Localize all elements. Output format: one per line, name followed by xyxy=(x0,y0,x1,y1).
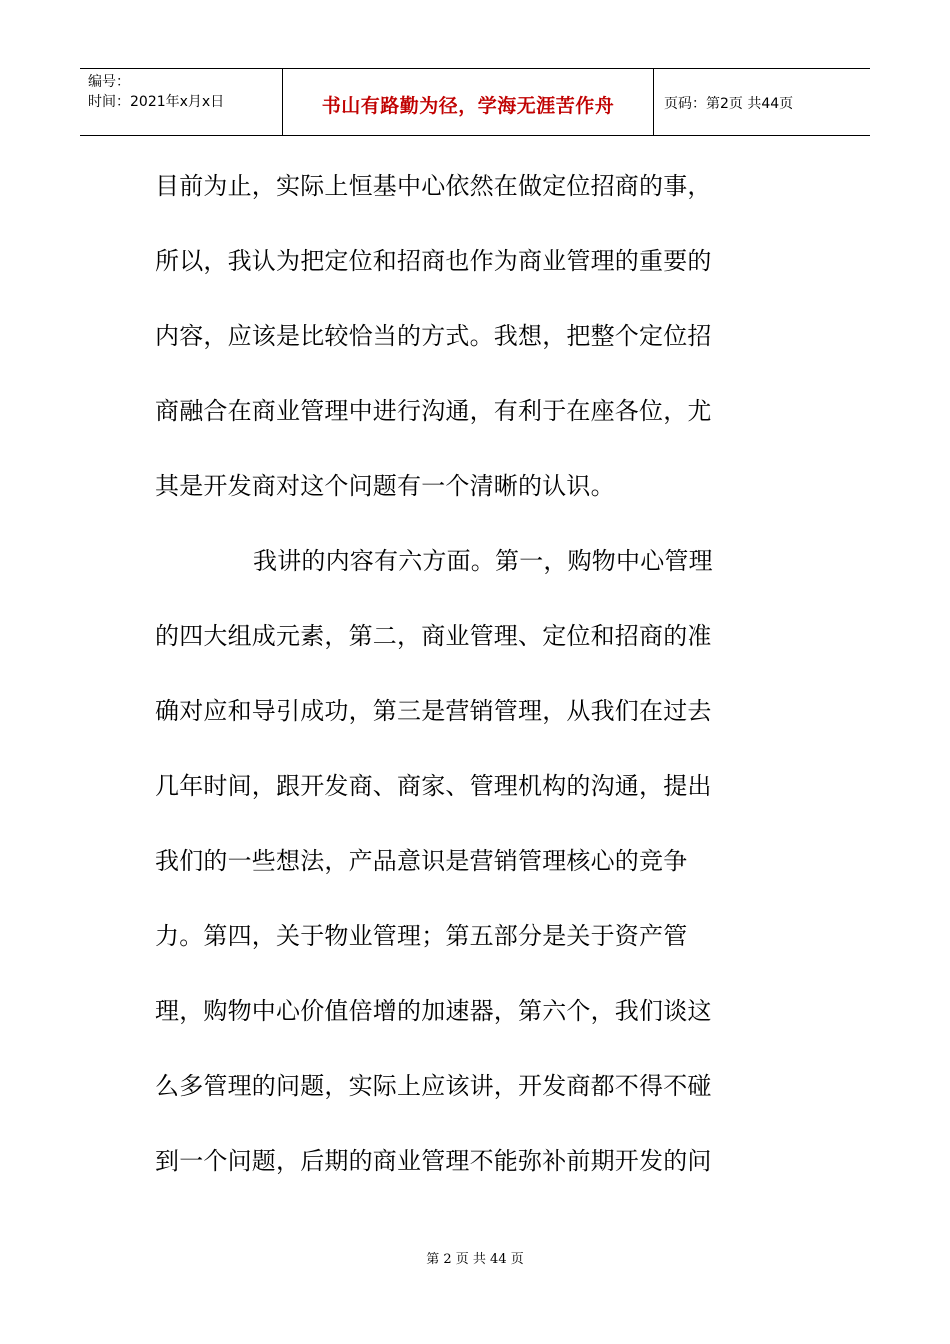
body-line: 理，购物中心价值倍增的加速器，第六个，我们谈这 xyxy=(155,997,712,1025)
body-line: 的四大组成元素，第二，商业管理、定位和招商的准 xyxy=(155,622,712,650)
body-line: 几年时间，跟开发商、商家、管理机构的沟通，提出 xyxy=(155,772,712,800)
body-line: 商融合在商业管理中进行沟通，有利于在座各位，尤 xyxy=(155,397,712,425)
body-line: 到一个问题，后期的商业管理不能弥补前期开发的问 xyxy=(155,1147,712,1175)
body-line: 力。第四，关于物业管理；第五部分是关于资产管 xyxy=(155,922,688,950)
body-line: 确对应和导引成功，第三是营销管理，从我们在过去 xyxy=(155,697,712,725)
page-header xyxy=(80,68,870,136)
body-line: 么多管理的问题，实际上应该讲，开发商都不得不碰 xyxy=(155,1072,712,1100)
body-line: 目前为止，实际上恒基中心依然在做定位招商的事， xyxy=(155,172,712,200)
document-body xyxy=(155,168,745,1218)
body-line: 我们的一些想法，产品意识是营销管理核心的竞争 xyxy=(155,847,688,875)
body-line: 其是开发商对这个问题有一个清晰的认识。 xyxy=(155,472,615,500)
document-date-label: 时间：2021年x月x日 xyxy=(88,94,225,110)
page-footer: 第 2 页 共 44 页 xyxy=(426,1252,524,1267)
document-number-label: 编号： xyxy=(88,74,130,90)
header-motto: 书山有路勤为径，学海无涯苦作舟 xyxy=(282,69,654,135)
header-meta xyxy=(80,69,282,135)
body-line: 内容，应该是比较恰当的方式。我想，把整个定位招 xyxy=(155,322,712,350)
body-line: 所以，我认为把定位和招商也作为商业管理的重要的 xyxy=(155,247,712,275)
header-page-info: 页码：第2页 共44页 xyxy=(664,96,794,112)
body-line-paragraph-start: 我讲的内容有六方面。第一，购物中心管理 xyxy=(253,547,713,575)
